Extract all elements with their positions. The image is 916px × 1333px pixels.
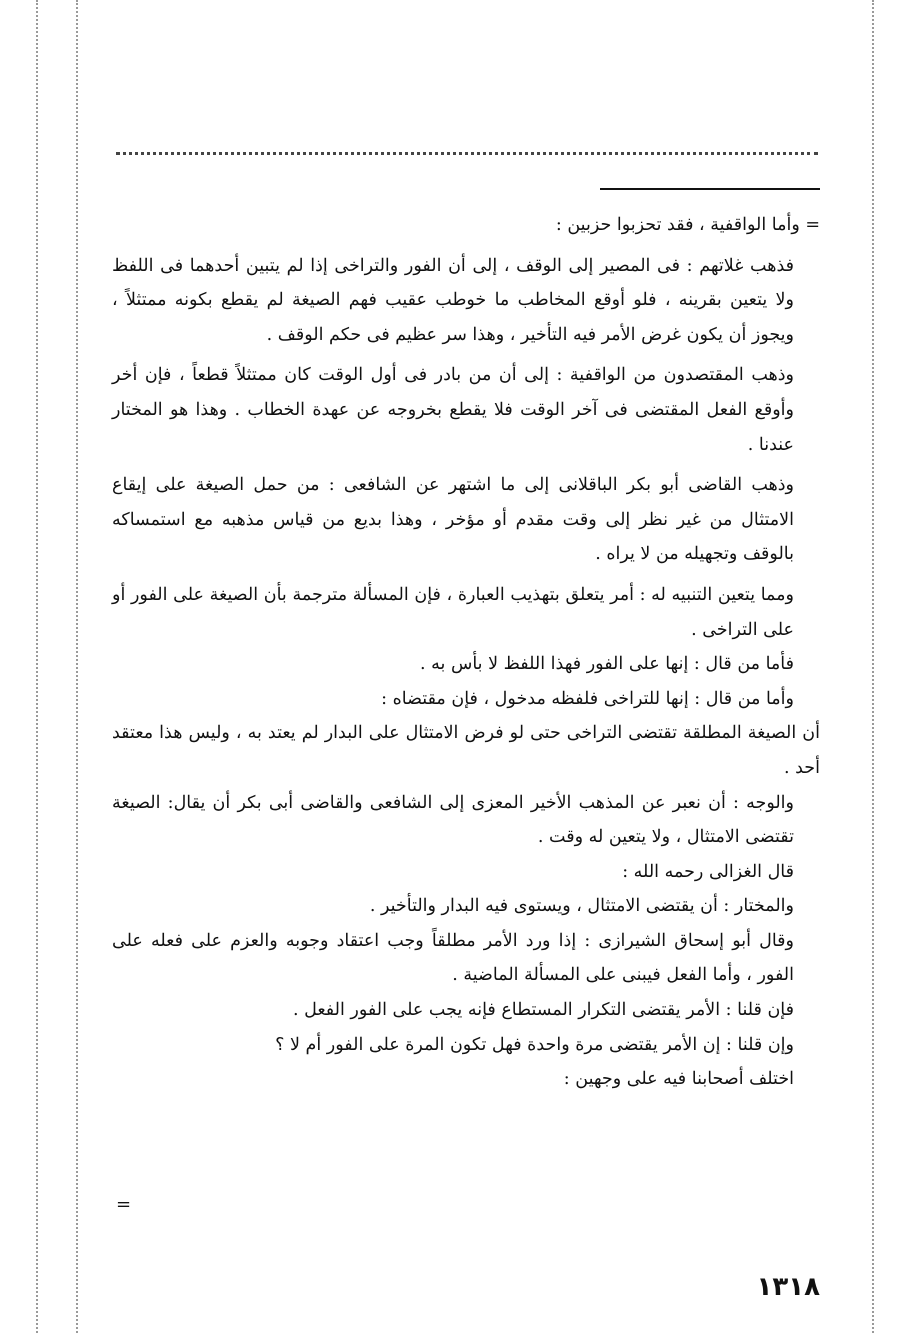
dotted-separator (116, 152, 818, 155)
footnote-text (112, 208, 820, 1097)
margin-dotted-line (36, 0, 38, 1333)
paragraph: أن الصيغة المطلقة تقتضى التراخى حتى لو فرض الامتثال على البدار لم يعتد به ، وليس هذا معتقد أحد . (112, 723, 820, 778)
paragraph: وذهب القاضى أبو بكر الباقلانى إلى ما اشتهر عن الشافعى : من حمل الصيغة على إيقاع الامتثال من غير نظر إلى وقت مقدم أو مؤخر ، وهذا بديع من قياس مذهبه مع استمساكه بالوقف وتجهيله من لا يراه . (112, 475, 794, 565)
paragraph: والمختار : أن يقتضى الامتثال ، ويستوى فيه البدار والتأخير . (369, 896, 794, 917)
paragraph: اختلف أصحابنا فيه على وجهين : (563, 1069, 794, 1090)
page-number: ١٣١٨ (756, 1272, 820, 1302)
paragraph: والوجه : أن نعبر عن المذهب الأخير المعزى إلى الشافعى والقاضى أبى بكر أن يقال: الصيغة تقتضى الامتثال ، ولا يتعين له وقت . (112, 792, 794, 848)
paragraph: فذهب غلاتهم : فى المصير إلى الوقف ، إلى أن الفور والتراخى إذا لم يتبين أحدهما فى اللفظ ولا يتعين بقرينه ، فلو أوقع المخاطب ما خوطب عقيب فهم الصيغة لم يقطع بكونه ممتثلاً ، ويجوز أن يكون غرض الأمر فيه التأخير ، وهذا سر عظيم فى حكم الوقف . (112, 255, 794, 345)
paragraph: وأما من قال : إنها للتراخى فلفظه مدخول ، فإن مقتضاه : (381, 688, 794, 709)
paragraph: فأما من قال : إنها على الفور فهذا اللفظ لا بأس به . (420, 654, 794, 675)
footnote-rule (600, 188, 820, 190)
margin-dotted-line (872, 0, 874, 1333)
paragraph: فإن قلنا : الأمر يقتضى التكرار المستطاع فإنه يجب على الفور الفعل . (292, 1000, 794, 1021)
continuation-mark: = (116, 1194, 132, 1215)
paragraph: وذهب المقتصدون من الواقفية : إلى أن من بادر فى أول الوقت كان ممتثلاً قطعاً ، فإن أخر وأوقع الفعل المقتضى فى آخر الوقت فلا يقطع بخروجه عن عهدة الخطاب . وهذا هو المختار عندنا . (112, 365, 794, 455)
paragraph: = وأما الواقفية ، فقد تحزبوا حزبين : (555, 215, 820, 235)
paragraph: وقال أبو إسحاق الشيرازى : إذا ورد الأمر مطلقاً وجب اعتقاد وجوبه والعزم على فعله على الفور ، وأما الفعل فيبنى على المسألة الماضية . (112, 930, 794, 986)
paragraph: وإن قلنا : إن الأمر يقتضى مرة واحدة فهل تكون المرة على الفور أم لا ؟ (275, 1034, 794, 1055)
paragraph: ومما يتعين التنبيه له : أمر يتعلق بتهذيب العبارة ، فإن المسألة مترجمة بأن الصيغة على الفور أو على التراخى . (112, 584, 794, 640)
margin-dotted-line (76, 0, 78, 1333)
paragraph: قال الغزالى رحمه الله : (622, 861, 794, 882)
